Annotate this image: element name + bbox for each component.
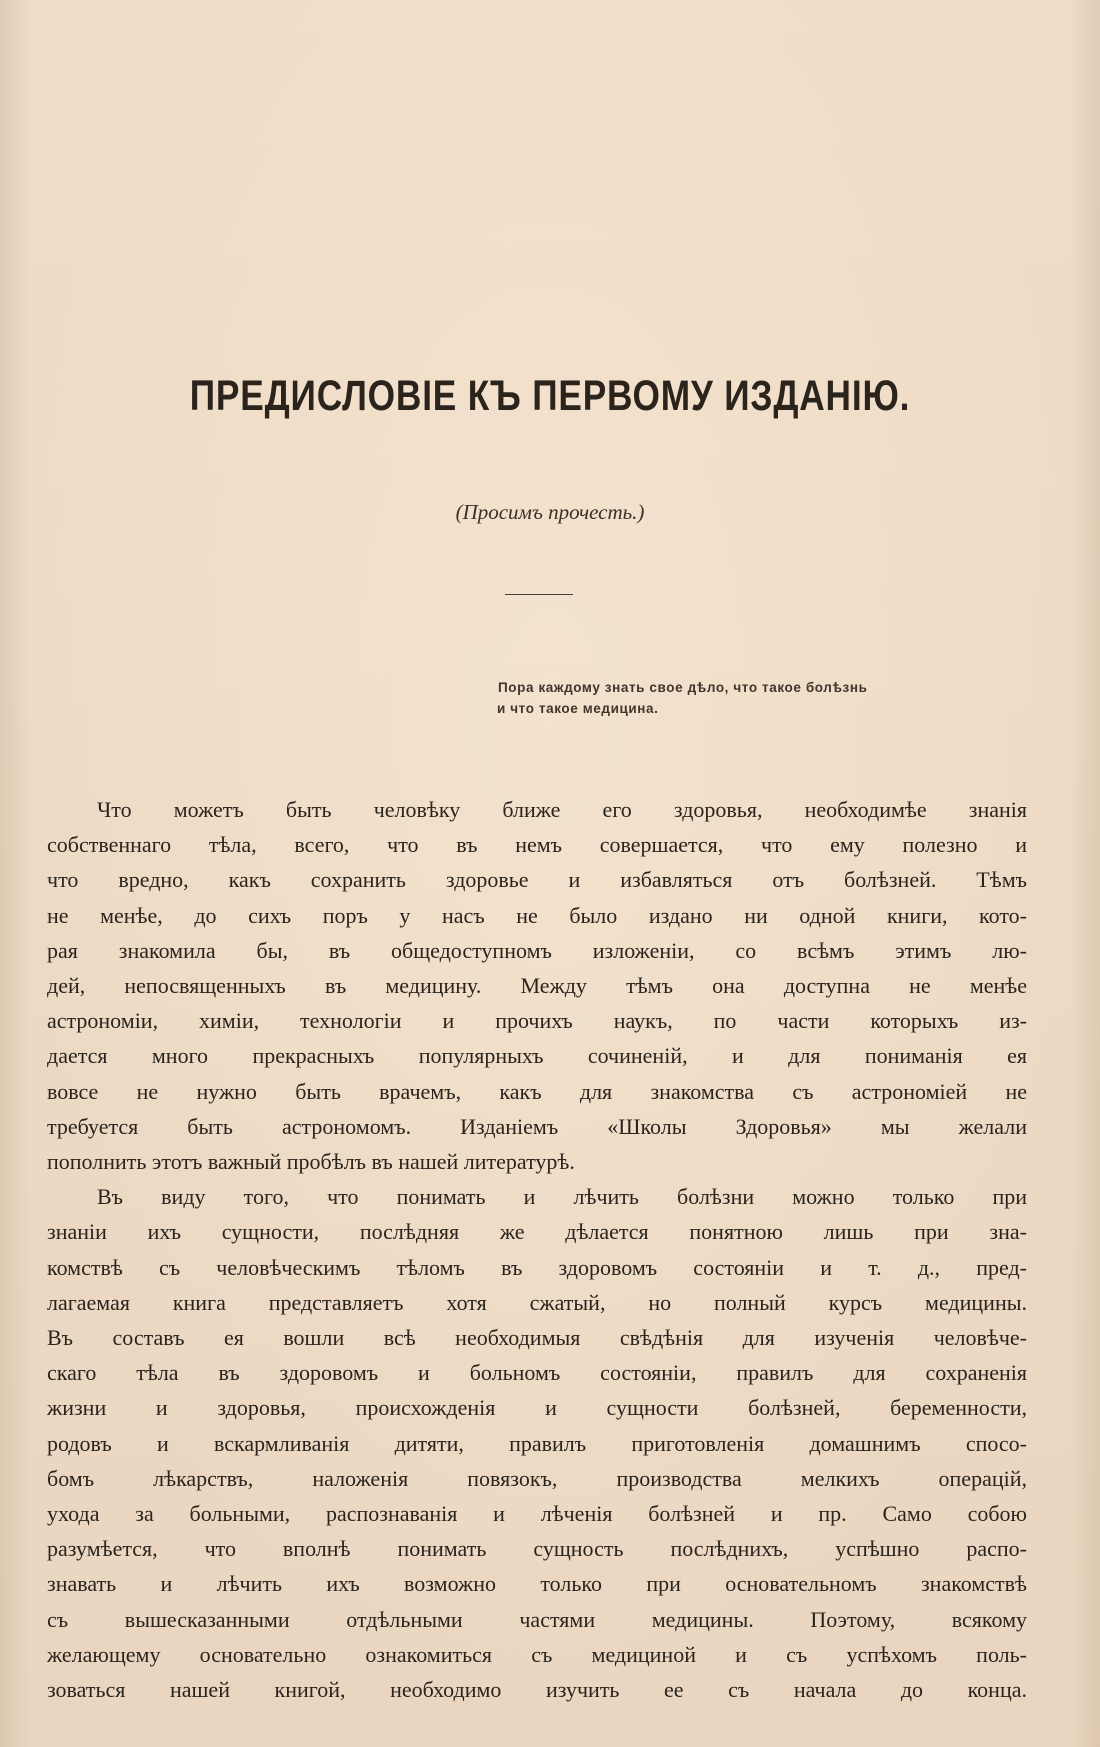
body-line: ухода за больными, распознаванія и лѣченія болѣзней и пр. Само собою — [47, 1501, 1027, 1527]
epigraph-line: и что такое медицина. — [497, 701, 659, 716]
page-title: ПРЕДИСЛОВІЕ КЪ ПЕРВОМУ ИЗДАНІЮ. — [189, 372, 911, 420]
body-line: съ вышесказанными отдѣльными частями медицины. Поэтому, всякому — [47, 1606, 1027, 1632]
body-line: зоваться нашей книгой, необходимо изучить ее съ начала до конца. — [47, 1677, 1027, 1703]
divider-rule — [505, 594, 573, 595]
body-line: разумѣется, что вполнѣ понимать сущность послѣднихъ, успѣшно распо- — [47, 1536, 1027, 1562]
body-line: собственнаго тѣла, всего, что въ немъ совершается, что ему полезно и — [47, 832, 1027, 858]
epigraph — [498, 677, 1028, 719]
body-line: жизни и здоровья, происхожденія и сущности болѣзней, беременности, — [47, 1395, 1027, 1421]
body-line: что вредно, какъ сохранить здоровье и избавляться отъ болѣзней. Тѣмъ — [47, 867, 1027, 893]
body-line: желающему основательно ознакомиться съ медициной и съ успѣхомъ поль- — [47, 1641, 1027, 1667]
body-line: бомъ лѣкарствъ, наложенія повязокъ, производства мелкихъ операцій, — [47, 1465, 1027, 1491]
body-line: скаго тѣла въ здоровомъ и больномъ состояніи, правилъ для сохраненія — [47, 1360, 1027, 1386]
body-line: Что можетъ быть человѣку ближе его здоровья, необходимѣе знанія — [97, 797, 1027, 822]
body-line: родовъ и вскармливанія дитяти, правилъ приготовленія домашнимъ спосо- — [47, 1430, 1027, 1456]
page-edge-right — [1070, 0, 1100, 1747]
body-line: требуется быть астрономомъ. Изданіемъ «Школы Здоровья» мы желали — [47, 1113, 1027, 1139]
body-line: вовсе не нужно быть врачемъ, какъ для знакомства съ астрономіей не — [47, 1078, 1027, 1104]
page-edge-left — [0, 0, 30, 1747]
body-line: Въ виду того, что понимать и лѣчить болѣзни можно только при — [97, 1184, 1027, 1210]
body-line: знаніи ихъ сущности, послѣдняя же дѣлается понятною лишь при зна- — [47, 1219, 1027, 1245]
body-line: комствѣ съ человѣческимъ тѣломъ въ здоровомъ состояніи и т. д., пред- — [47, 1254, 1027, 1280]
body-line: лагаемая книга представляетъ хотя сжатый, но полный курсъ медицины. — [47, 1289, 1027, 1315]
body-line: пополнить этотъ важный пробѣлъ въ нашей литературѣ. — [47, 1149, 575, 1175]
body-line: дей, непосвященныхъ въ медицину. Между тѣмъ она доступна не менѣе — [47, 973, 1027, 999]
epigraph-line: Пора каждому знать свое дѣло, что такое болѣзнь — [498, 680, 868, 695]
body-line: рая знакомила бы, въ общедоступномъ изложеніи, со всѣмъ этимъ лю- — [47, 937, 1027, 963]
body-line: дается много прекрасныхъ популярныхъ сочиненій, и для пониманія ея — [47, 1043, 1027, 1069]
body-line: Въ составъ ея вошли всѣ необходимыя свѣдѣнія для изученія человѣче- — [47, 1325, 1027, 1351]
page-subtitle: (Просимъ прочесть.) — [455, 500, 645, 524]
body-text — [47, 792, 1027, 1707]
body-line: не менѣе, до сихъ поръ у насъ не было издано ни одной книги, кото- — [47, 902, 1027, 928]
body-line: знавать и лѣчить ихъ возможно только при основательномъ знакомствѣ — [47, 1571, 1027, 1597]
body-line: астрономіи, химіи, технологіи и прочихъ наукъ, по части которыхъ из- — [47, 1008, 1027, 1034]
